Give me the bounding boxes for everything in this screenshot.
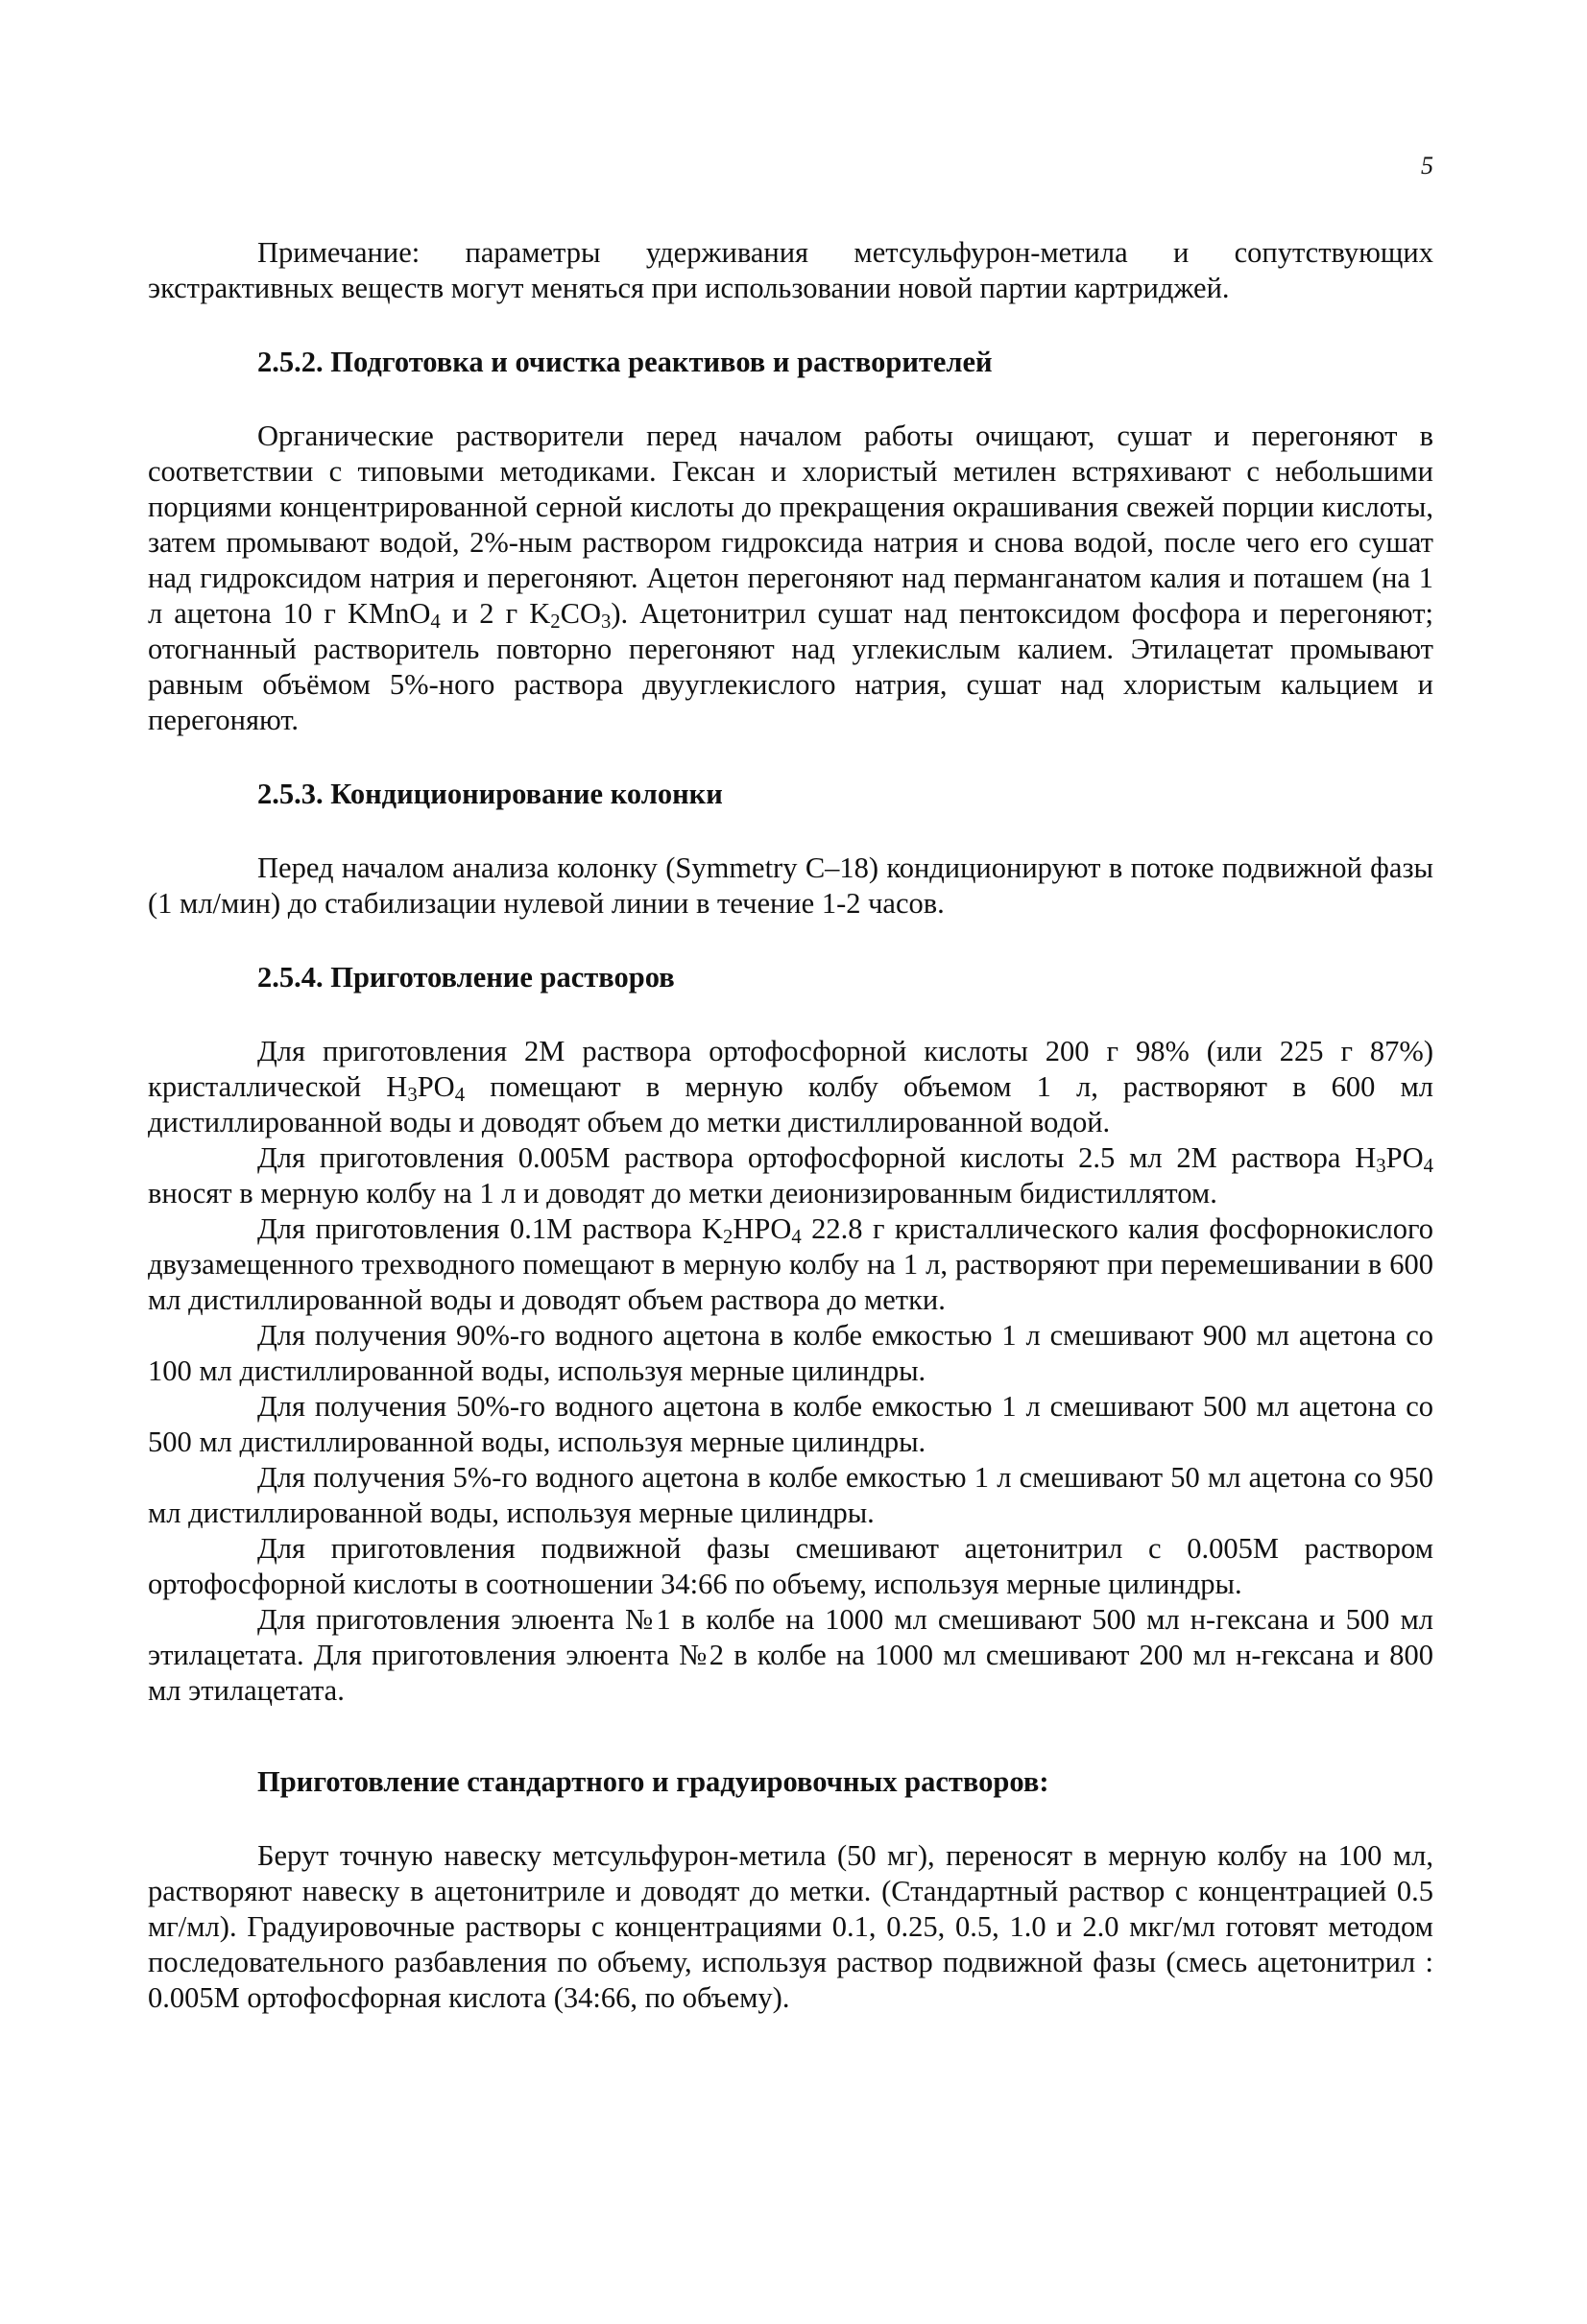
section-heading-2-5-2: 2.5.2. Подготовка и очистка реактивов и растворителей [257, 346, 993, 378]
standards-heading: Приготовление стандартного и градуировочных растворов: [257, 1765, 1049, 1798]
solution-paragraph-3: Для приготовления 0.1М раствора $K_2HPO_4$ 22.8 г кристаллического калия фосфорнокислого двузамещенного трехводного помещают в мерную колбу на 1 л, растворяют при перемешивании в 600 мл дистиллированной воды и доводят объем раствора до метки. [148, 1212, 1433, 1316]
solution-paragraph-8: Для приготовления элюента №1 в колбе на 1000 мл смешивают 500 мл н-гексана и 500 мл этилацетата. Для приготовления элюента №2 в колбе на 1000 мл смешивают 200 мл н-гексана и 800 мл этилацетата. [148, 1603, 1433, 1707]
solution-paragraph-5: Для получения 50%-го водного ацетона в колбе емкостью 1 л смешивают 500 мл ацетона со 500 мл дистиллированной воды, используя мерные цилиндры. [148, 1390, 1433, 1458]
solution-paragraph-2: Для приготовления 0.005М раствора ортофосфорной кислоты 2.5 мл 2М раствора $H_3PO_4$ вносят в мерную колбу на 1 л и доводят до метки деионизированным бидистиллятом. [148, 1141, 1433, 1210]
page-number: 5 [1421, 152, 1433, 180]
note-paragraph: Примечание: параметры удерживания метсульфурон-метила и сопутствующих экстрактивных веществ могут меняться при использовании новой партии картриджей. [148, 236, 1433, 304]
standards-paragraph: Берут точную навеску метсульфурон-метила (50 мг), переносят в мерную колбу на 100 мл, растворяют навеску в ацетонитриле и доводят до метки. (Стандартный раствор с концентрацией 0.5 мг/мл). Градуировочные растворы с концентрациями 0.1, 0.25, 0.5, 1.0 и 2.0 мкг/мл готовят методом последовательного разбавления по объему, используя раствор подвижной фазы (смесь ацетонитрил : 0.005М ортофосфорная кислота (34:66, по объему). [148, 1839, 1433, 2014]
column-conditioning-paragraph: Перед началом анализа колонку (Symmetry C–18) кондиционируют в потоке подвижной фазы (1 мл/мин) до стабилизации нулевой линии в течение 1-2 часов. [148, 851, 1433, 920]
solution-paragraph-7: Для приготовления подвижной фазы смешивают ацетонитрил с 0.005М раствором ортофосфорной кислоты в соотношении 34:66 по объему, используя мерные цилиндры. [148, 1532, 1433, 1600]
solution-paragraph-4: Для получения 90%-го водного ацетона в колбе емкостью 1 л смешивают 900 мл ацетона со 100 мл дистиллированной воды, используя мерные цилиндры. [148, 1319, 1433, 1387]
solution-paragraph-6: Для получения 5%-го водного ацетона в колбе емкостью 1 л смешивают 50 мл ацетона со 950 мл дистиллированной воды, используя мерные цилиндры. [148, 1461, 1433, 1529]
solvents-paragraph: Органические растворители перед началом работы очищают, сушат и перегоняют в соответствии с типовыми методиками. Гексан и хлористый метилен встряхивают с небольшими порциями концентрированной серной кислоты до прекращения окрашивания свежей порции кислоты, затем промывают водой, 2%-ным раствором гидроксида натрия и снова водой, после чего его сушат над гидроксидом натрия и перегоняют. Ацетон перегоняют над перманганатом калия и поташем (на 1 л ацетона 10 г KMnO$_4$ и 2 г $K_2CO_3$). Ацетонитрил сушат над пентоксидом фосфора и перегоняют; отогнанный растворитель повторно перегоняют над углекислым калием. Этилацетат промывают равным объёмом 5%-ного раствора двууглекислого натрия, сушат над хлористым кальцием и перегоняют. [148, 419, 1433, 736]
section-heading-2-5-3: 2.5.3. Кондиционирование колонки [257, 778, 723, 810]
section-heading-2-5-4: 2.5.4. Приготовление растворов [257, 961, 675, 994]
solution-paragraph-1: Для приготовления 2М раствора ортофосфорной кислоты 200 г 98% (или 225 г 87%) кристаллической $H_3PO_4$ помещают в мерную колбу объемом 1 л, растворяют в 600 мл дистиллированной воды и доводят объем до метки дистиллированной водой. [148, 1035, 1433, 1138]
